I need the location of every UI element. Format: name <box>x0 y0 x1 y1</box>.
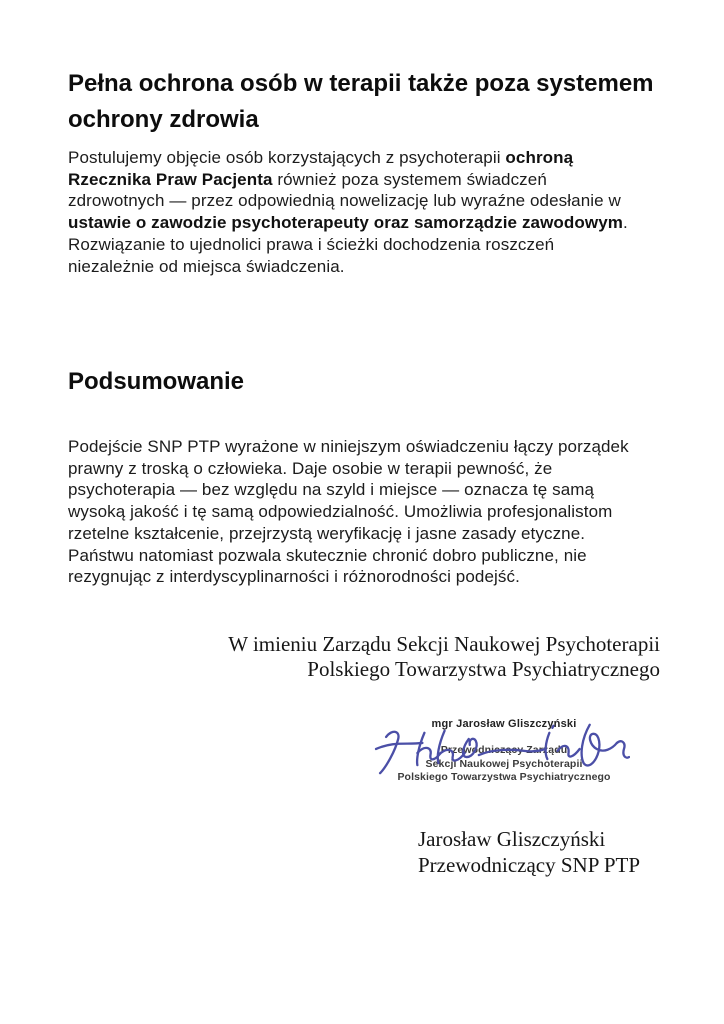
stamp-name-line: mgr Jarosław Gliszczyński <box>431 718 577 730</box>
text-line: Polskiego Towarzystwa Psychiatrycznego <box>307 657 660 681</box>
text-line: Jarosław Gliszczyński <box>418 827 606 851</box>
text-line: rezygnując z interdyscyplinarności i różnorodności podejść. <box>68 567 520 587</box>
heading-summary: Podsumowanie <box>68 368 245 395</box>
text-line: Polskiego Towarzystwa Psychiatrycznego <box>397 771 611 784</box>
text-line: wysoką jakość i tę samą odpowiedzialność. Umożliwia profesjonalistom <box>68 502 613 522</box>
text-line: Rozwiązanie to ujednolici prawa i ścieżki dochodzenia roszczeń <box>68 234 555 254</box>
text-line: Państwu natomiast pozwala skutecznie chronić dobro publiczne, nie <box>68 545 587 565</box>
text-line: Postulujemy objęcie osób korzystających z psychoterapii ochroną <box>68 148 574 167</box>
heading-full-protection: Pełna ochrona osób w terapii także poza systemem ochrony zdrowia <box>68 70 654 133</box>
text-line: niezależnie od miejsca świadczenia. <box>68 256 345 276</box>
text-line: ustawie o zawodzie psychoterapeuty oraz samorządzie zawodowym. <box>68 213 628 233</box>
text-line: Podejście SNP PTP wyrażone w niniejszym oświadczeniu łączy porządek <box>68 437 629 456</box>
text-line: rzetelne kształcenie, przejrzystą weryfikację i jasne zasady etyczne. <box>68 523 586 543</box>
text-line: zdrowotnych — przez odpowiednią nowelizację lub wyraźne odesłanie w <box>68 191 621 211</box>
text-line: W imieniu Zarządu Sekcji Naukowej Psychoterapii <box>228 632 660 656</box>
paragraph-postulate <box>68 147 678 277</box>
signature-ink-strokes <box>376 725 629 773</box>
text-line: Przewodniczący Zarządu <box>440 744 568 756</box>
text-line: prawny z troską o człowieka. Daje osobie w terapii pewność, że <box>68 458 553 478</box>
signatory-block <box>418 827 640 878</box>
text-line: Rzecznika Praw Pacjenta również poza systemem świadczeń <box>68 169 547 189</box>
paragraph-summary <box>68 436 678 588</box>
text-line: psychoterapia — bez względu na szyld i miejsce — oznacza tę samą <box>68 480 595 500</box>
attribution-block <box>60 632 660 682</box>
text-line: Sekcji Naukowej Psychoterapii <box>425 757 583 770</box>
text-line: Przewodniczący SNP PTP <box>418 852 641 877</box>
handwritten-signature <box>372 718 630 782</box>
